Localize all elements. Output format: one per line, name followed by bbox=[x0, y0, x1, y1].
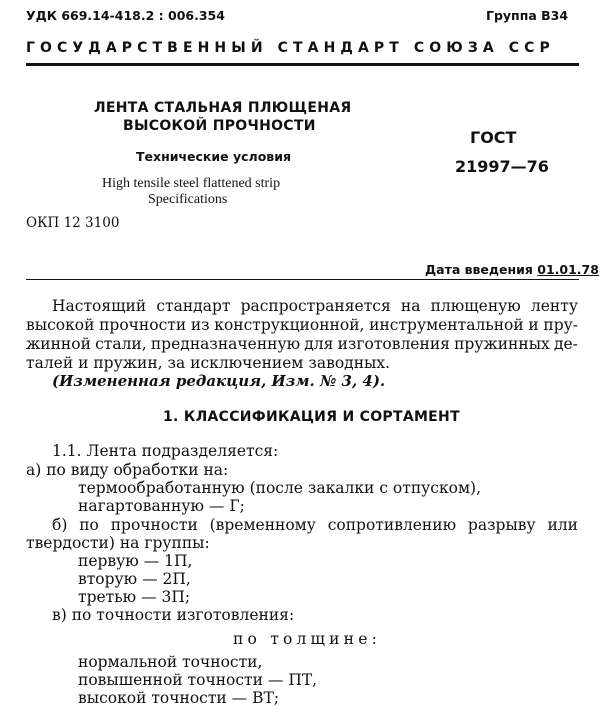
title-line-1: ЛЕНТА СТАЛЬНАЯ ПЛЮЩЕНАЯ bbox=[94, 100, 352, 116]
clause-a-label: а) по виду обработки на: bbox=[26, 461, 229, 479]
clause-b-item: вторую — 2П, bbox=[78, 570, 191, 588]
word: прочности bbox=[110, 516, 198, 534]
intro-date-value: 01.01.78 bbox=[537, 262, 599, 277]
word: конструкционной, bbox=[214, 316, 365, 334]
word: стали, bbox=[95, 335, 147, 353]
word: жинной bbox=[26, 335, 91, 353]
word: пру- bbox=[543, 316, 578, 334]
word: изготовления bbox=[337, 335, 450, 353]
thickness-item: нормальной точности, bbox=[78, 653, 263, 671]
clause-b-line-1 bbox=[52, 516, 578, 534]
english-title-line-2: Specifications bbox=[148, 192, 228, 207]
word: разрыву bbox=[467, 516, 536, 534]
clause-a-item: термообработанную (после закалки с отпуском), bbox=[78, 479, 482, 497]
word: прочности bbox=[99, 316, 187, 334]
word: инструментальной bbox=[369, 316, 524, 334]
word: сопротивлению bbox=[327, 516, 457, 534]
word: плющеную bbox=[430, 297, 521, 315]
english-title-line-1: High tensile steel flattened strip bbox=[102, 176, 281, 191]
gost-label: ГОСТ bbox=[470, 128, 517, 147]
thickness-item: высокой точности — ВТ; bbox=[78, 689, 280, 707]
clause-b-item: третью — 3П; bbox=[78, 588, 191, 606]
word: для bbox=[304, 335, 334, 353]
clause-a-item: нагартованную — Г; bbox=[78, 497, 245, 515]
date-rule bbox=[26, 279, 579, 280]
clause-c-label: в) по точности изготовления: bbox=[52, 606, 295, 624]
clause-b-line-2: твердости) на группы: bbox=[26, 534, 210, 552]
word: на bbox=[400, 297, 421, 315]
intro-line-3 bbox=[26, 335, 578, 353]
word: (временному bbox=[209, 516, 316, 534]
word: б) bbox=[52, 516, 68, 534]
word: распространяется bbox=[240, 297, 391, 315]
amendment-note: (Измененная редакция, Изм. № 3, 4). bbox=[52, 372, 386, 390]
subtitle: Технические условия bbox=[136, 149, 291, 164]
word: из bbox=[190, 316, 210, 334]
title-line-2: ВЫСОКОЙ ПРОЧНОСТИ bbox=[123, 118, 316, 134]
thickness-item: повышенной точности — ПТ, bbox=[78, 671, 318, 689]
word: высокой bbox=[26, 316, 95, 334]
intro-line-1 bbox=[52, 297, 578, 315]
intro-date-label: Дата введения bbox=[425, 262, 533, 277]
word: по bbox=[79, 516, 99, 534]
section-heading: 1. КЛАССИФИКАЦИЯ И СОРТАМЕНТ bbox=[163, 409, 460, 425]
word: ленту bbox=[530, 297, 578, 315]
header-rule bbox=[26, 63, 579, 66]
intro-line-2 bbox=[26, 316, 578, 334]
word: стандарт bbox=[156, 297, 231, 315]
intro-line-4: талей и пружин, за исключением заводных. bbox=[26, 354, 391, 372]
word: предназначенную bbox=[150, 335, 301, 353]
word: или bbox=[547, 516, 578, 534]
intro-date bbox=[425, 262, 599, 277]
clause-1-1: 1.1. Лента подразделяется: bbox=[52, 442, 279, 460]
word: де- bbox=[553, 335, 578, 353]
clause-b-item: первую — 1П, bbox=[78, 552, 193, 570]
thickness-heading: по толщине: bbox=[233, 630, 382, 648]
word: Настоящий bbox=[52, 297, 147, 315]
gost-number: 21997—76 bbox=[455, 157, 549, 176]
word: и bbox=[528, 316, 539, 334]
state-standard-banner: ГОСУДАРСТВЕННЫЙ СТАНДАРТ СОЮЗА ССР bbox=[26, 40, 555, 56]
udk-code: УДК 669.14-418.2 : 006.354 bbox=[26, 8, 225, 23]
group-code: Группа В34 bbox=[486, 8, 569, 23]
word: пружинных bbox=[454, 335, 550, 353]
okp-code: ОКП 12 3100 bbox=[26, 215, 120, 231]
